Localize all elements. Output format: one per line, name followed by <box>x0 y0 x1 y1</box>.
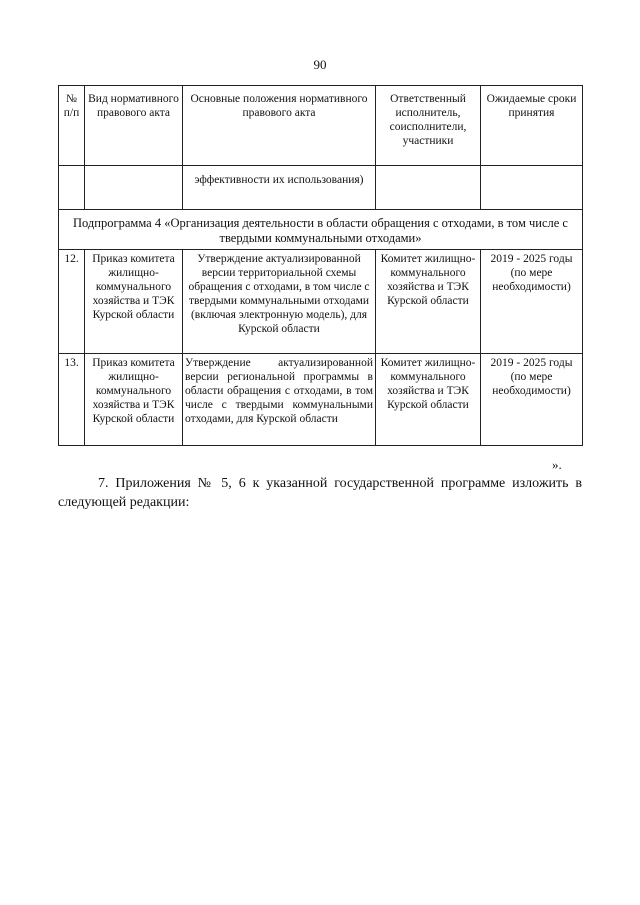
table-header-row <box>59 86 583 166</box>
page-number: 90 <box>313 57 327 72</box>
row-responsible: Комитет жилищно-коммунального хозяйства и ТЭК Курской области <box>376 354 481 446</box>
subprogram-row <box>59 210 583 250</box>
row-responsible: Комитет жилищно-коммунального хозяйства и ТЭК Курской области <box>376 250 481 354</box>
continuation-cell: эффективности их использования) <box>183 166 376 210</box>
row-dates: 2019 - 2025 годы (по мере необходимости) <box>481 354 583 446</box>
row-provisions: Утверждение актуализированной версии территориальной схемы обращения с отходами, в том числе с твердыми коммунальными отходами (включая электронную модель), для Курской области <box>183 250 376 354</box>
row-act-kind: Приказ комитета жилищно-коммунального хозяйства и ТЭК Курской области <box>85 250 183 354</box>
row-num: 13. <box>59 354 85 446</box>
table-cell <box>481 166 583 210</box>
header-num: № п/п <box>59 86 85 166</box>
table-cell <box>85 166 183 210</box>
body-paragraph: 7. Приложения № 5, 6 к указанной государственной программе изложить в следующей редакции: <box>58 476 582 510</box>
closing-quote: ». <box>552 457 562 472</box>
subprogram-title: Подпрограмма 4 «Организация деятельности в области обращения с отходами, в том числе с твердыми коммунальными отходами» <box>59 210 583 250</box>
header-responsible: Ответственный исполнитель, соисполнители, участники <box>376 86 481 166</box>
table-cell <box>376 166 481 210</box>
table-row <box>59 250 583 354</box>
table-row <box>59 354 583 446</box>
table-cell <box>59 166 85 210</box>
row-dates: 2019 - 2025 годы (по мере необходимости) <box>481 250 583 354</box>
row-provisions: Утверждение актуализированной версии региональной программы в области обращения с отходами, в том числе с твердыми коммунальными отходами, для Курской области <box>183 354 376 446</box>
header-dates: Ожидаемые сроки принятия <box>481 86 583 166</box>
legal-acts-table <box>58 85 583 446</box>
row-num: 12. <box>59 250 85 354</box>
header-act-kind: Вид нормативного правового акта <box>85 86 183 166</box>
continuation-row <box>59 166 583 210</box>
header-provisions: Основные положения нормативного правового акта <box>183 86 376 166</box>
row-act-kind: Приказ комитета жилищно-коммунального хозяйства и ТЭК Курской области <box>85 354 183 446</box>
